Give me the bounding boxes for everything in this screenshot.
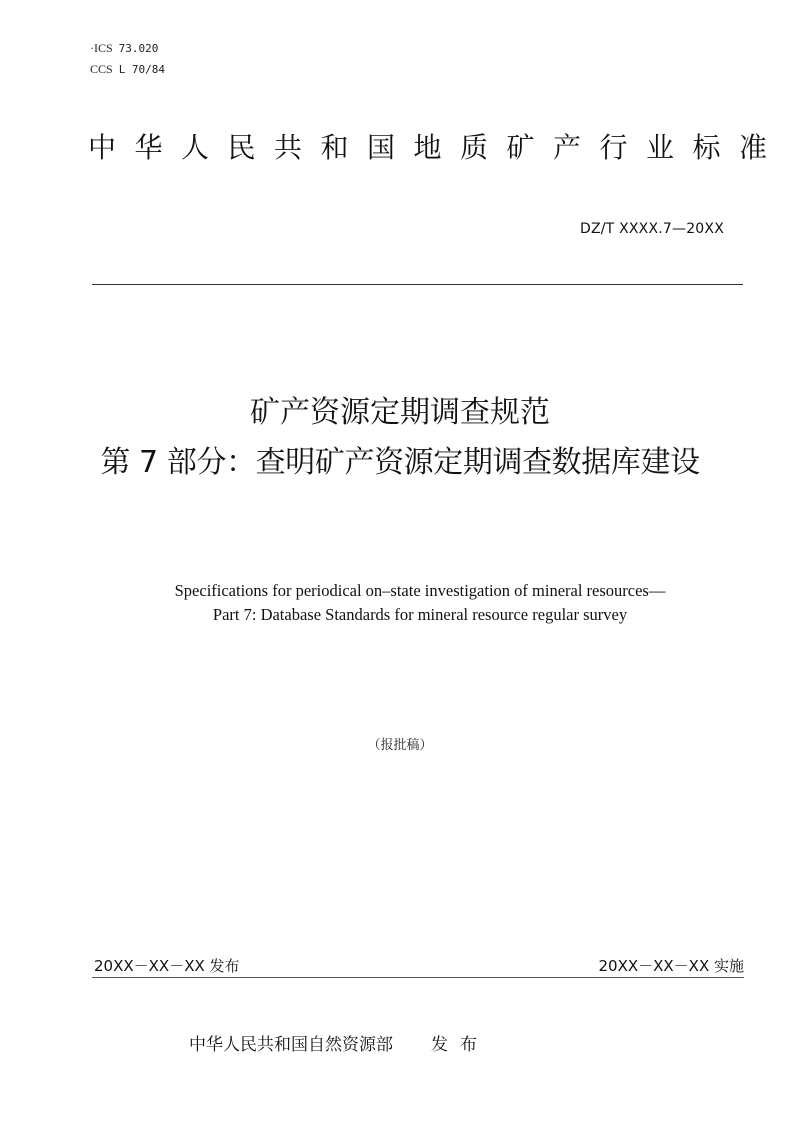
classification-codes xyxy=(90,38,165,80)
publisher xyxy=(189,1033,489,1057)
ccs-code: L 70/84 xyxy=(118,63,166,76)
english-title-line-2: Part 7: Database Standards for mineral resource regular survey xyxy=(212,605,628,624)
issue-date: 20XX－XX－XX 发布 xyxy=(94,957,240,975)
publisher-action: 发布 xyxy=(431,1035,489,1055)
ccs-label: CCS xyxy=(90,62,113,76)
draft-status: （报批稿） xyxy=(367,738,433,753)
ics-label: ·ICS xyxy=(90,41,113,55)
english-title xyxy=(0,579,800,627)
industry-standard-title: 中华人民共和国地质矿产行业标准 xyxy=(88,131,786,164)
title-line-1: 矿产资源定期调查规范 xyxy=(250,395,550,430)
document-title xyxy=(0,388,800,488)
footer-divider xyxy=(92,977,744,978)
ccs-line xyxy=(90,59,165,80)
standard-number: DZ/T XXXX.7—20XX xyxy=(579,221,724,237)
title-line-2: 第 7 部分：查明矿产资源定期调查数据库建设 xyxy=(100,445,700,480)
ics-code: 73.020 xyxy=(118,42,159,55)
publisher-organization: 中华人民共和国自然资源部 xyxy=(189,1035,393,1055)
header-divider xyxy=(92,284,743,285)
implementation-date: 20XX－XX－XX 实施 xyxy=(598,957,744,975)
english-title-line-1: Specifications for periodical on–state investigation of mineral resources— xyxy=(174,581,666,600)
ics-line xyxy=(90,38,165,59)
